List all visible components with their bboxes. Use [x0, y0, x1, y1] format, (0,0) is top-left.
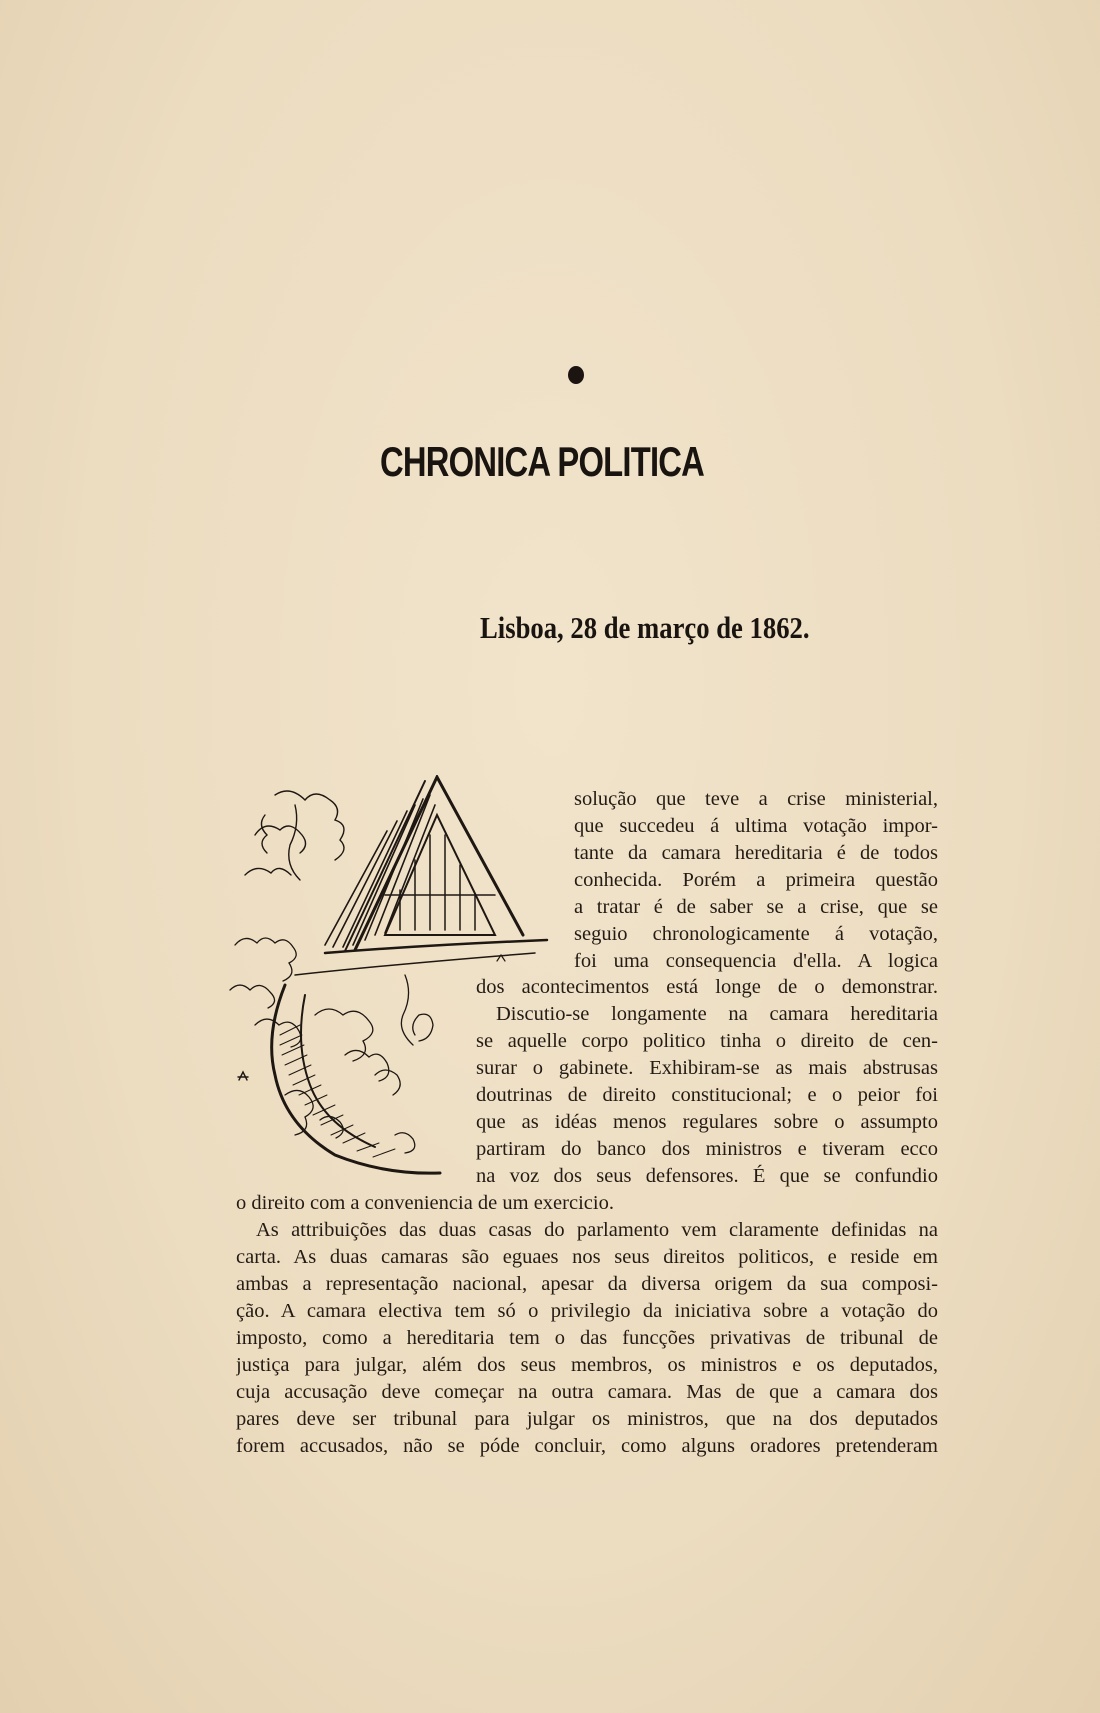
page-title: CHRONICA POLITICA — [380, 438, 705, 485]
text-line: imposto, como a hereditaria tem o das funcções privativas de tribunal de — [236, 1327, 938, 1349]
text-line: que succedeu á ultima votação impor- — [574, 815, 938, 837]
text-line: pares deve ser tribunal para julgar os ministros, que na dos deputados — [236, 1408, 938, 1430]
paragraph-2 — [236, 1190, 938, 1460]
text-line: que as idéas menos regulares sobre o assumpto — [476, 1111, 938, 1133]
text-line: forem accusados, não se póde concluir, como alguns oradores pretenderam — [236, 1435, 938, 1457]
text-line: ambas a representação nacional, apesar da diversa origem da sua composi- — [236, 1273, 938, 1295]
text-line: surar o gabinete. Exhibiram-se as mais abstrusas — [476, 1057, 938, 1079]
text-line: solução que teve a crise ministerial, — [574, 788, 938, 810]
text-line: tante da camara hereditaria é de todos — [574, 842, 938, 864]
dateline: Lisboa, 28 de março de 1862. — [480, 610, 810, 645]
text-line: a tratar é de saber se a crise, que se — [574, 896, 938, 918]
text-line: o direito com a conveniencia de um exercicio. — [236, 1192, 614, 1214]
text-line: As attribuições das duas casas do parlamento vem claramente definidas na — [256, 1219, 938, 1241]
text-line: doutrinas de direito constitucional; e o peior foi — [476, 1084, 938, 1106]
text-line: na voz dos seus defensores. É que se confundio — [476, 1165, 938, 1187]
text-line: se aquelle corpo politico tinha o direito de cen- — [476, 1030, 938, 1052]
text-line: conhecida. Porém a primeira questão — [574, 869, 938, 891]
ornament-dot — [568, 366, 584, 384]
text-line: ção. A camara electiva tem só o privilegio da iniciativa sobre a votação do — [236, 1300, 938, 1322]
text-line: partiram do banco dos ministros e tiveram ecco — [476, 1138, 938, 1160]
paragraph-1-column-a — [574, 786, 938, 975]
text-line: carta. As duas camaras são eguaes nos seus direitos politicos, e reside em — [236, 1246, 938, 1268]
text-line: seguio chronologicamente á votação, — [574, 923, 938, 945]
text-line: Discutio-se longamente na camara hereditaria — [496, 1003, 938, 1025]
text-line: dos acontecimentos está longe de o demonstrar. — [476, 976, 938, 998]
text-line: cuja accusação deve começar na outra camara. Mas de que a camara dos — [236, 1381, 938, 1403]
text-line: justiça para julgar, além dos seus membros, os ministros e os deputados, — [236, 1354, 938, 1376]
text-line: foi uma consequencia d'ella. A logica — [574, 950, 938, 972]
paragraph-1-column-b — [476, 974, 938, 1190]
